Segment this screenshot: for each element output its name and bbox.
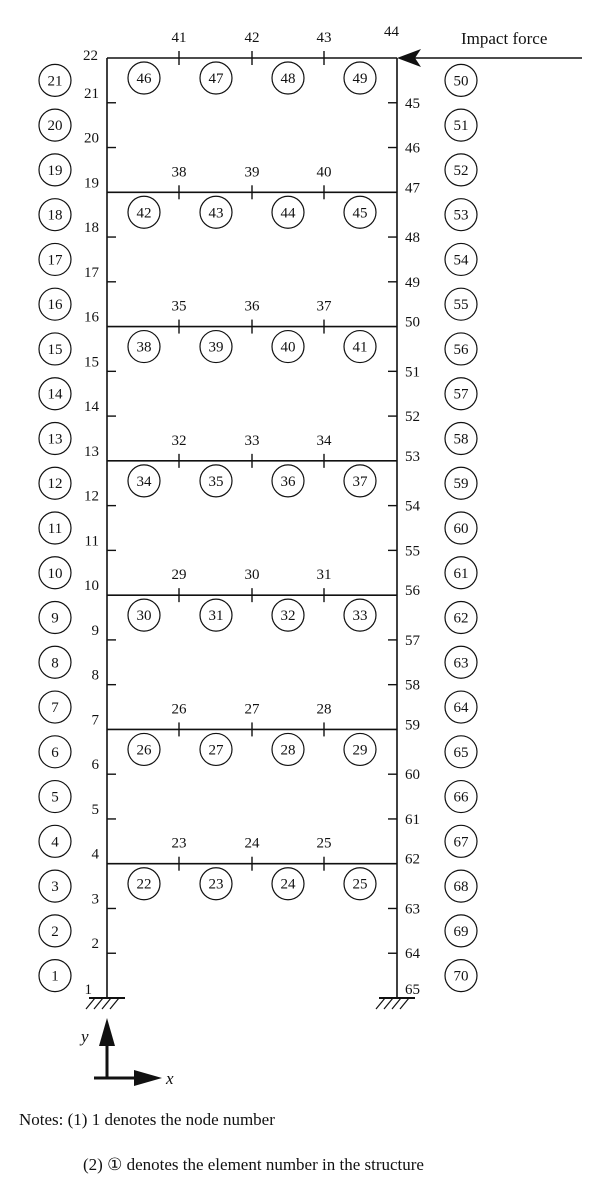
- node-label: 33: [244, 432, 260, 449]
- node-label: 12: [84, 488, 99, 505]
- node-label: 61: [405, 811, 420, 828]
- node-label: 37: [316, 298, 332, 315]
- node-label: 15: [84, 354, 99, 371]
- element-label: 25: [352, 876, 368, 893]
- element-label: 19: [47, 162, 63, 179]
- element-marker: [128, 733, 160, 765]
- node-label: 51: [405, 364, 420, 381]
- element-label: 8: [51, 655, 59, 672]
- element-label: 43: [208, 205, 224, 222]
- element-marker: [445, 602, 477, 634]
- element-label: 11: [47, 521, 63, 537]
- element-label: 18: [47, 207, 63, 224]
- node-label: 53: [405, 448, 420, 465]
- node-label: 10: [84, 578, 99, 595]
- element-marker: [344, 196, 376, 228]
- support-hatch: [110, 998, 119, 1009]
- element-label: 48: [280, 71, 296, 87]
- node-label: 9: [91, 622, 99, 639]
- y-axis-arrowhead: [99, 1018, 115, 1046]
- element-marker: [445, 870, 477, 902]
- element-marker: [128, 599, 160, 631]
- node-label: 11: [84, 533, 99, 550]
- element-marker: [39, 870, 71, 902]
- element-label: 32: [280, 608, 296, 625]
- node-labels: [83, 24, 421, 998]
- element-label: 35: [208, 473, 224, 490]
- element-label: 39: [208, 339, 224, 356]
- element-marker: [445, 243, 477, 275]
- element-label: 45: [352, 205, 368, 222]
- element-marker: [39, 646, 71, 678]
- element-label: 65: [453, 744, 469, 761]
- node-label: 47: [405, 180, 420, 197]
- support-hatch: [376, 998, 385, 1009]
- element-label: 56: [453, 341, 469, 358]
- node-label: 59: [405, 717, 420, 734]
- element-label: 17: [47, 252, 63, 269]
- element-marker: [200, 331, 232, 363]
- element-label: 62: [453, 610, 469, 627]
- element-marker: [445, 154, 477, 186]
- node-label: 64: [405, 946, 420, 963]
- element-label: 26: [136, 742, 152, 759]
- node-label: 46: [405, 140, 420, 157]
- node-label: 22: [83, 48, 98, 64]
- impact-force-load: [397, 29, 582, 67]
- node-label: 30: [244, 567, 260, 584]
- element-label: 44: [280, 205, 296, 222]
- element-marker: [39, 960, 71, 992]
- element-label: 66: [453, 789, 469, 806]
- element-marker: [39, 109, 71, 141]
- support-hatch: [392, 998, 401, 1009]
- element-marker: [445, 109, 477, 141]
- element-label: 13: [47, 431, 63, 448]
- element-marker: [39, 422, 71, 454]
- element-marker: [39, 199, 71, 231]
- element-marker: [200, 465, 232, 497]
- element-marker: [39, 333, 71, 365]
- element-marker: [445, 378, 477, 410]
- element-label: 34: [136, 473, 152, 490]
- element-marker: [39, 736, 71, 768]
- node-label: 43: [316, 30, 332, 46]
- element-marker: [445, 557, 477, 589]
- element-label: 49: [352, 71, 368, 87]
- element-marker: [200, 62, 232, 94]
- coordinate-axes: [79, 1018, 174, 1088]
- node-label: 65: [405, 982, 420, 998]
- element-marker: [445, 915, 477, 947]
- node-label: 58: [405, 677, 420, 694]
- node-label: 27: [244, 701, 260, 718]
- node-label: 62: [405, 851, 420, 868]
- element-marker: [445, 467, 477, 499]
- element-label: 33: [352, 608, 368, 625]
- element-label: 29: [352, 742, 368, 759]
- node-label: 5: [91, 801, 99, 818]
- node-label: 6: [91, 757, 99, 774]
- element-marker: [128, 868, 160, 900]
- node-label: 3: [91, 891, 99, 908]
- element-label: 59: [453, 476, 469, 493]
- node-label: 55: [405, 543, 420, 560]
- element-label: 70: [453, 968, 469, 985]
- element-label: 15: [47, 341, 63, 358]
- element-marker: [39, 243, 71, 275]
- element-label: 22: [136, 876, 152, 893]
- node-label: 60: [405, 767, 420, 784]
- element-marker: [344, 599, 376, 631]
- node-label: 50: [405, 314, 420, 331]
- element-marker: [39, 378, 71, 410]
- node-label: 39: [244, 164, 260, 181]
- element-marker: [445, 960, 477, 992]
- element-marker: [272, 599, 304, 631]
- element-marker: [445, 646, 477, 678]
- note-element-number: (2) ① denotes the element number in the structure: [83, 1155, 424, 1174]
- element-marker: [272, 465, 304, 497]
- element-marker: [200, 868, 232, 900]
- element-label: 10: [47, 565, 63, 582]
- element-label: 3: [51, 879, 59, 896]
- node-label: 57: [405, 632, 420, 649]
- node-label: 32: [171, 432, 187, 449]
- node-label: 63: [405, 901, 420, 918]
- element-label: 51: [453, 118, 469, 135]
- impact-force-label: Impact force: [461, 29, 548, 48]
- support-hatch: [102, 998, 111, 1009]
- node-label: 28: [316, 701, 332, 718]
- element-label: 27: [208, 742, 224, 759]
- node-label: 42: [244, 30, 260, 46]
- element-label: 28: [280, 742, 296, 759]
- node-label: 14: [84, 399, 99, 416]
- element-marker: [39, 915, 71, 947]
- element-label: 4: [51, 834, 59, 851]
- node-label: 16: [84, 309, 99, 326]
- element-marker: [445, 422, 477, 454]
- node-label: 20: [84, 130, 99, 147]
- node-label: 54: [405, 498, 420, 515]
- element-label: 24: [280, 876, 296, 893]
- node-ticks: [107, 51, 397, 953]
- element-label: 40: [280, 339, 296, 356]
- element-marker: [39, 602, 71, 634]
- support-hatch: [94, 998, 103, 1009]
- element-label: 14: [47, 386, 63, 403]
- element-marker: [445, 736, 477, 768]
- element-marker: [39, 557, 71, 589]
- node-label: 23: [171, 835, 187, 852]
- element-label: 7: [51, 700, 59, 717]
- node-label: 38: [171, 164, 187, 181]
- element-label: 1: [51, 968, 59, 985]
- element-label: 30: [136, 608, 152, 625]
- node-label: 7: [91, 712, 99, 729]
- element-label: 16: [47, 297, 63, 314]
- node-label: 48: [405, 230, 420, 247]
- element-label: 61: [453, 565, 469, 582]
- element-marker: [445, 691, 477, 723]
- element-label: 67: [453, 834, 469, 851]
- element-label: 21: [47, 73, 63, 90]
- element-label: 38: [136, 339, 152, 356]
- element-label: 55: [453, 297, 469, 314]
- fixed-supports: [86, 998, 415, 1009]
- element-marker: [445, 333, 477, 365]
- node-label: 40: [316, 164, 332, 181]
- x-axis-arrowhead: [134, 1070, 162, 1086]
- node-label: 21: [84, 85, 99, 102]
- node-label: 35: [171, 298, 187, 315]
- node-label: 24: [244, 835, 260, 852]
- element-label: 68: [453, 879, 469, 896]
- element-marker: [39, 288, 71, 320]
- node-label: 18: [84, 220, 99, 237]
- element-marker: [39, 781, 71, 813]
- node-label: 44: [384, 24, 399, 40]
- element-label: 31: [208, 608, 224, 625]
- node-label: 45: [405, 95, 420, 112]
- element-label: 41: [352, 339, 368, 356]
- x-axis-label: x: [166, 1069, 174, 1088]
- element-marker: [39, 467, 71, 499]
- element-label: 58: [453, 431, 469, 448]
- node-label: 26: [171, 701, 187, 718]
- node-label: 8: [91, 667, 99, 684]
- node-label: 29: [171, 567, 187, 584]
- node-label: 4: [91, 846, 99, 863]
- element-marker: [39, 64, 71, 96]
- element-label: 2: [51, 923, 59, 940]
- support-hatch: [400, 998, 409, 1009]
- node-label: 31: [316, 567, 332, 584]
- element-marker: [272, 868, 304, 900]
- node-label: 52: [405, 409, 420, 426]
- element-marker: [445, 199, 477, 231]
- element-marker: [39, 691, 71, 723]
- element-label: 63: [453, 655, 469, 672]
- support-hatch: [384, 998, 393, 1009]
- node-label: 13: [84, 443, 99, 460]
- element-label: 5: [51, 789, 59, 806]
- y-axis-label: y: [81, 1027, 89, 1046]
- element-marker: [128, 465, 160, 497]
- node-label: 19: [84, 175, 99, 192]
- element-label: 36: [280, 473, 296, 490]
- element-label: 69: [453, 923, 469, 940]
- element-label: 9: [51, 610, 59, 627]
- element-marker: [200, 599, 232, 631]
- element-label: 47: [208, 71, 224, 87]
- element-label: 53: [453, 207, 469, 224]
- element-marker: [39, 154, 71, 186]
- element-marker: [272, 62, 304, 94]
- node-label: 2: [91, 936, 99, 953]
- element-marker: [344, 868, 376, 900]
- element-marker: [344, 331, 376, 363]
- element-label: 37: [352, 473, 368, 490]
- element-label: 50: [453, 73, 469, 90]
- element-label: 57: [453, 386, 469, 403]
- node-label: 34: [316, 432, 332, 449]
- element-marker: [272, 196, 304, 228]
- element-label: 42: [136, 205, 152, 222]
- element-marker: [344, 733, 376, 765]
- element-label: 64: [453, 700, 469, 717]
- note-node-number: Notes: (1) 1 denotes the node number: [19, 1110, 275, 1129]
- element-marker: [128, 196, 160, 228]
- node-label: 41: [171, 30, 187, 46]
- element-label: 60: [453, 521, 469, 537]
- element-label: 12: [47, 476, 63, 493]
- element-label: 46: [136, 71, 152, 87]
- element-marker: [344, 62, 376, 94]
- element-marker: [128, 62, 160, 94]
- node-label: 25: [316, 835, 332, 852]
- element-marker: [39, 825, 71, 857]
- element-marker: [445, 288, 477, 320]
- element-marker: [445, 512, 477, 544]
- node-label: 56: [405, 583, 420, 600]
- element-marker: [344, 465, 376, 497]
- element-marker: [272, 331, 304, 363]
- element-label: 54: [453, 252, 469, 269]
- element-marker: [200, 733, 232, 765]
- element-marker: [128, 331, 160, 363]
- node-label: 49: [405, 274, 420, 291]
- element-marker: [445, 825, 477, 857]
- element-marker: [200, 196, 232, 228]
- support-hatch: [86, 998, 95, 1009]
- node-label: 17: [84, 264, 99, 281]
- node-label: 36: [244, 298, 260, 315]
- element-label: 23: [208, 876, 224, 893]
- element-marker: [445, 781, 477, 813]
- element-marker: [272, 733, 304, 765]
- node-label: 1: [84, 982, 92, 998]
- element-label: 6: [51, 744, 59, 761]
- element-label: 20: [47, 118, 63, 135]
- element-marker: [39, 512, 71, 544]
- element-label: 52: [453, 162, 469, 179]
- element-marker: [445, 64, 477, 96]
